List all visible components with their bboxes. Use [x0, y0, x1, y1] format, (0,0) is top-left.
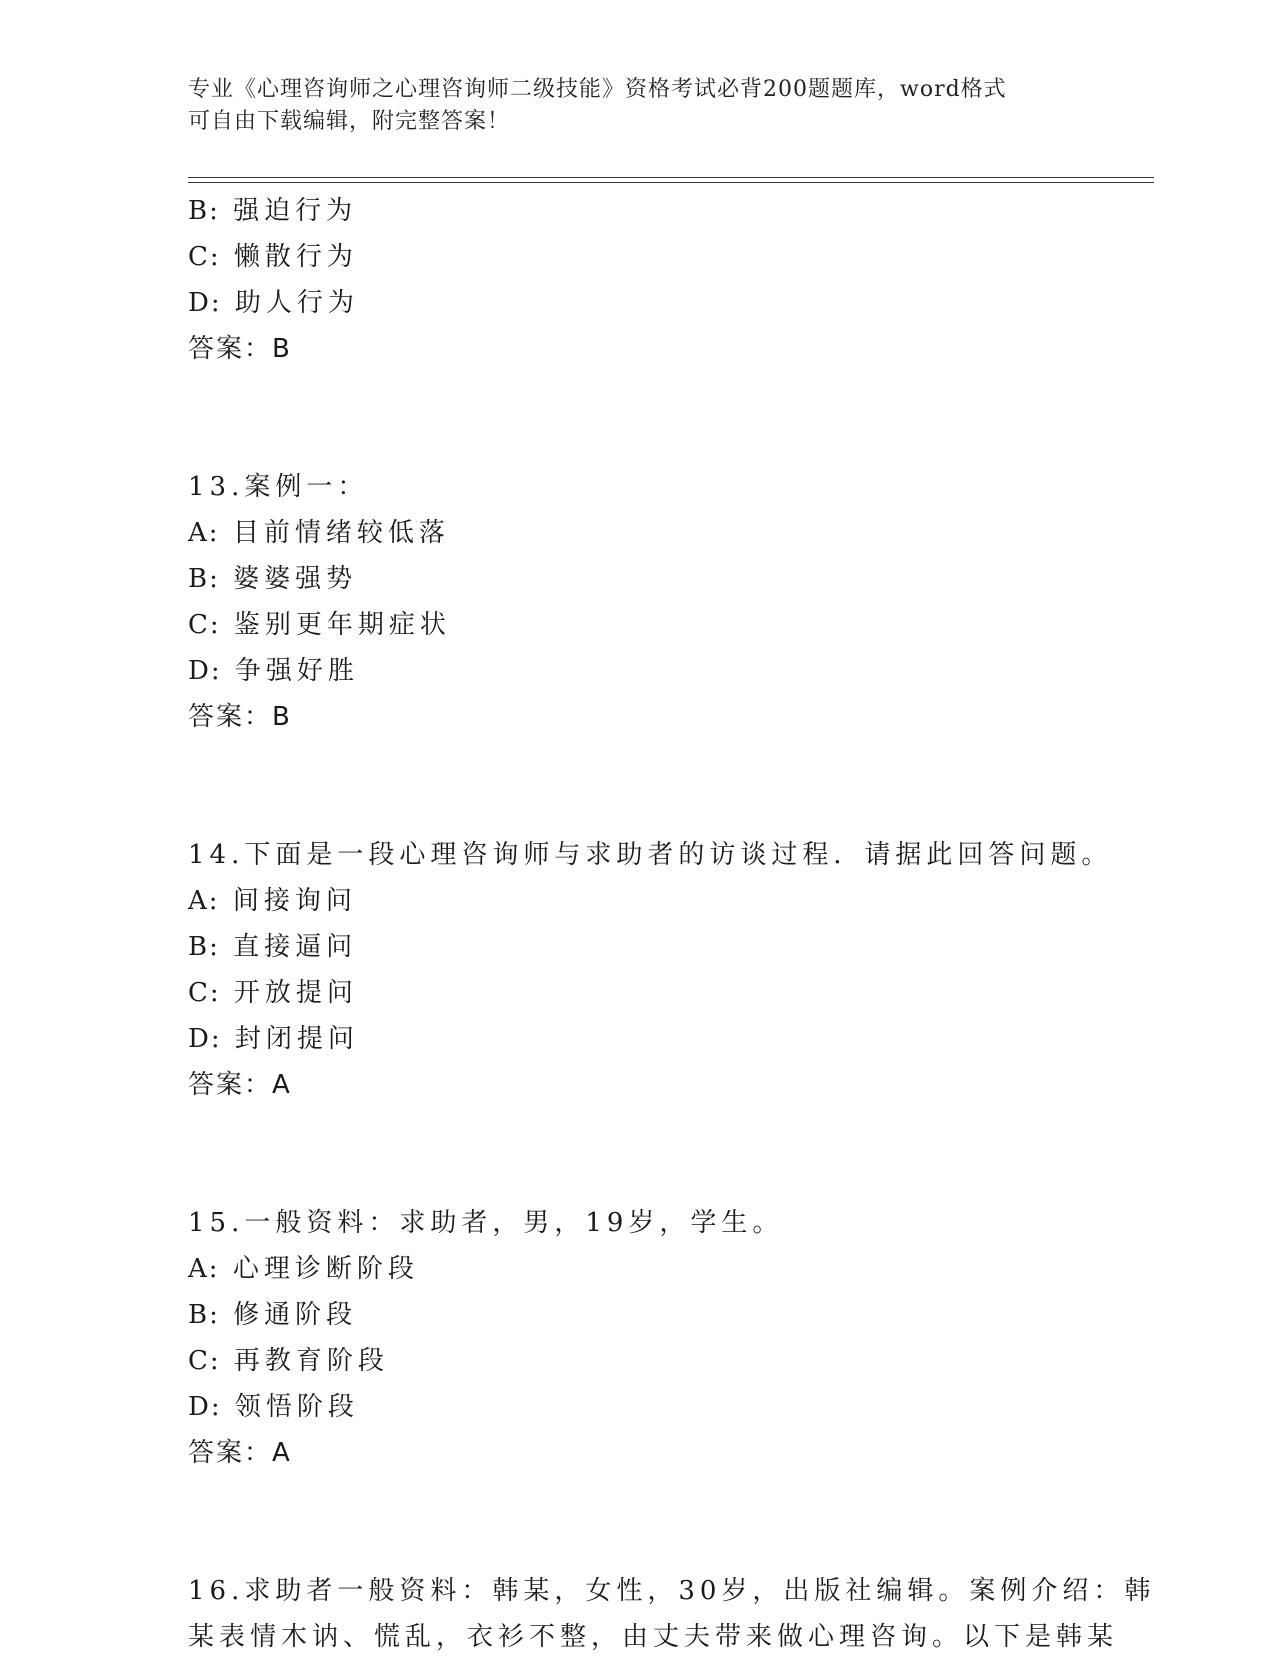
option-b	[188, 556, 1088, 602]
header-divider-top	[188, 177, 1154, 178]
question-stem: 13.案例一：	[188, 472, 369, 502]
option-a	[188, 510, 1088, 556]
option-d	[188, 1016, 1088, 1062]
option-letter: D:	[188, 1024, 222, 1054]
answer-line: 答案：A	[188, 1070, 292, 1100]
question-stem-line-2: 某表情木讷、慌乱，衣衫不整，由丈夫带来做心理咨询。以下是韩某	[188, 1622, 1119, 1652]
option-letter: C:	[188, 610, 221, 640]
header-divider-bottom	[188, 182, 1154, 183]
option-text: 婆婆强势	[233, 564, 358, 594]
option-text: 鉴别更年期症状	[233, 610, 451, 640]
option-d	[188, 1384, 1088, 1430]
option-text: 领悟阶段	[234, 1392, 359, 1422]
option-b	[188, 188, 1088, 234]
option-c	[188, 602, 1088, 648]
option-text: 开放提问	[233, 978, 358, 1008]
option-letter: C:	[188, 242, 221, 272]
question-13	[188, 464, 1088, 740]
question-12-continued	[188, 188, 1088, 372]
option-text: 强迫行为	[233, 196, 358, 226]
option-text: 争强好胜	[234, 656, 359, 686]
option-c	[188, 234, 1088, 280]
option-letter: D:	[188, 288, 222, 318]
question-stem: 15.一般资料：求助者，男，19岁，学生。	[188, 1208, 784, 1238]
spacer	[188, 372, 1088, 464]
question-16	[188, 1568, 1156, 1660]
option-letter: A:	[188, 518, 220, 548]
option-letter: B:	[188, 564, 220, 594]
answer-line: 答案：A	[188, 1438, 292, 1468]
question-stem: 14.下面是一段心理咨询师与求助者的访谈过程．请据此回答问题。	[188, 840, 1113, 870]
header-line-2: 可自由下载编辑，附完整答案！	[188, 109, 511, 134]
option-c	[188, 970, 1088, 1016]
document-body	[188, 188, 1156, 1660]
header-line-1: 专业《心理咨询师之心理咨询师二级技能》资格考试必背200题题库，word格式	[188, 77, 1007, 102]
spacer	[188, 1108, 1088, 1200]
answer-line: 答案：B	[188, 702, 292, 732]
question-14	[188, 832, 1113, 1108]
option-letter: A:	[188, 886, 220, 916]
option-text: 再教育阶段	[233, 1346, 389, 1376]
option-text: 助人行为	[234, 288, 359, 318]
document-header	[188, 74, 1088, 138]
option-a	[188, 878, 1088, 924]
question-15	[188, 1200, 1088, 1476]
spacer	[188, 740, 1088, 832]
option-text: 间接询问	[232, 886, 357, 916]
option-letter: B:	[188, 196, 220, 226]
option-letter: A:	[188, 1254, 220, 1284]
option-text: 心理诊断阶段	[232, 1254, 419, 1284]
spacer	[188, 1476, 1088, 1568]
option-d	[188, 648, 1088, 694]
option-letter: B:	[188, 1300, 220, 1330]
option-d	[188, 280, 1088, 326]
option-text: 懒散行为	[233, 242, 358, 272]
option-a	[188, 1246, 1088, 1292]
option-text: 封闭提问	[234, 1024, 359, 1054]
option-letter: D:	[188, 1392, 222, 1422]
option-letter: C:	[188, 978, 221, 1008]
option-text: 目前情绪较低落	[232, 518, 450, 548]
option-b	[188, 1292, 1088, 1338]
option-text: 直接逼问	[233, 932, 358, 962]
answer-line: 答案：B	[188, 334, 292, 364]
option-letter: B:	[188, 932, 220, 962]
question-stem-line-1: 16.求助者一般资料：韩某，女性，30岁，出版社编辑。案例介绍：韩	[188, 1576, 1156, 1606]
option-c	[188, 1338, 1088, 1384]
option-b	[188, 924, 1088, 970]
option-letter: C:	[188, 1346, 221, 1376]
option-letter: D:	[188, 656, 222, 686]
option-text: 修通阶段	[233, 1300, 358, 1330]
